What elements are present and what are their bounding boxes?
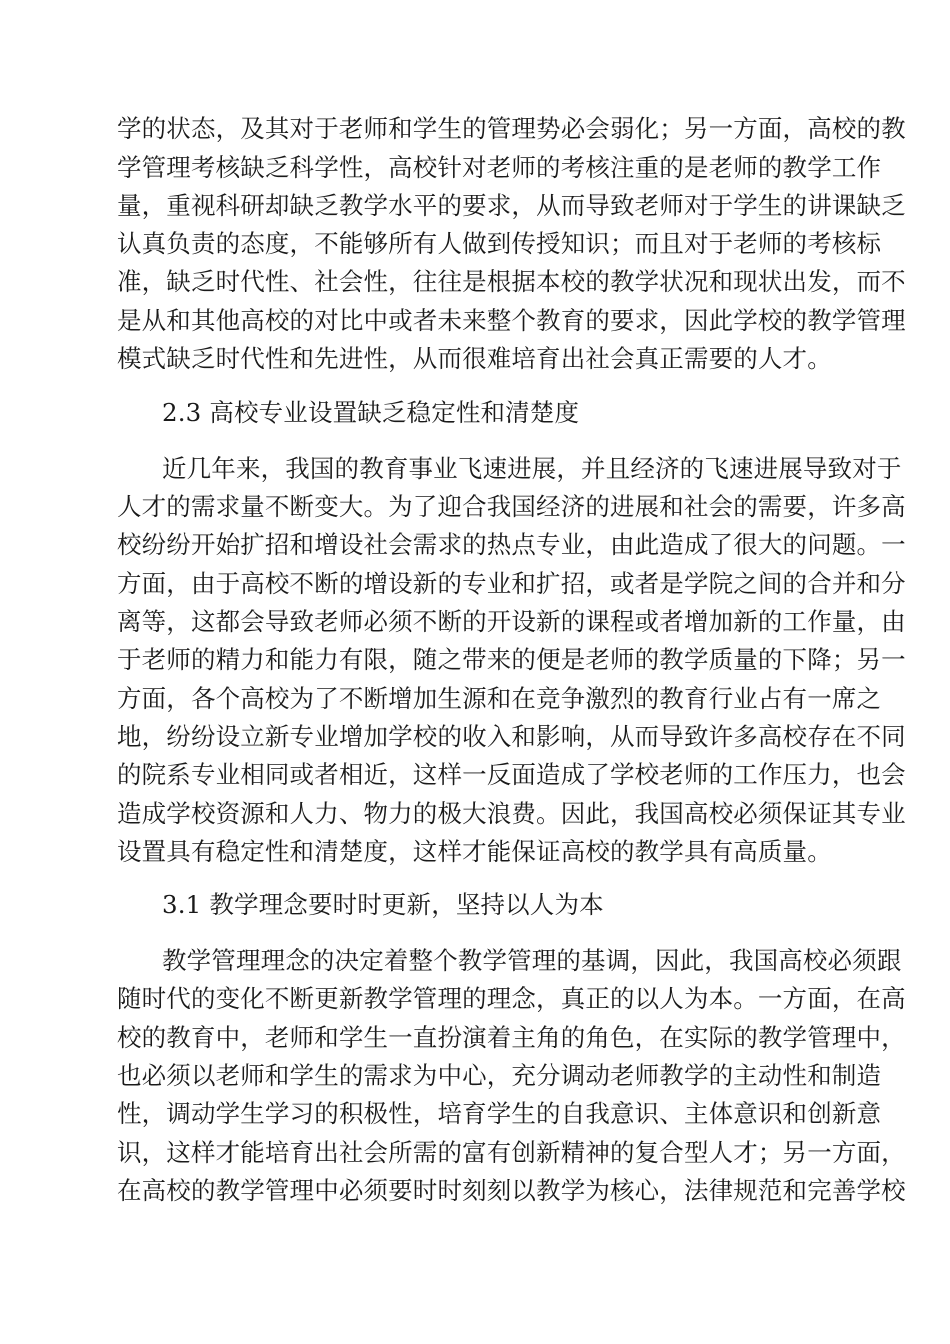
- paragraph-line: 认真负责的态度，不能够所有人做到传授知识；而且对于老师的考核标: [117, 229, 882, 258]
- paragraph-line: 量，重视科研却缺乏教学水平的要求，从而导致老师对于学生的讲课缺乏: [117, 191, 906, 220]
- paragraph-line: 在高校的教学管理中必须要时时刻刻以教学为核心，法律规范和完善学校: [117, 1176, 906, 1205]
- paragraph-line: 随时代的变化不断更新教学管理的理念，真正的以人为本。一方面，在高: [117, 984, 906, 1013]
- paragraph-line: 地，纷纷设立新专业增加学校的收入和影响，从而导致许多高校存在不同: [117, 722, 906, 751]
- paragraph-line: 性，调动学生学习的积极性，培育学生的自我意识、主体意识和创新意: [117, 1099, 882, 1128]
- paragraph-line: 离等，这都会导致老师必须不断的开设新的课程或者增加新的工作量，由: [117, 607, 906, 636]
- paragraph-line: 校纷纷开始扩招和增设社会需求的热点专业，由此造成了很大的问题。一: [117, 530, 906, 559]
- paragraph-line: 方面，由于高校不断的增设新的专业和扩招，或者是学院之间的合并和分: [117, 569, 906, 598]
- paragraph-line: 学管理考核缺乏科学性，高校针对老师的考核注重的是老师的教学工作: [117, 153, 882, 182]
- paragraph-line: 模式缺乏时代性和先进性，从而很难培育出社会真正需要的人才。: [117, 344, 832, 373]
- paragraph-line: 近几年来，我国的教育事业飞速进展，并且经济的飞速进展导致对于: [162, 454, 902, 483]
- section-heading: 3.1 教学理念要时时更新，坚持以人为本: [162, 890, 604, 919]
- paragraph-line: 于老师的精力和能力有限，随之带来的便是老师的教学质量的下降；另一: [117, 645, 906, 674]
- section-heading: 2.3 高校专业设置缺乏稳定性和清楚度: [162, 398, 580, 427]
- paragraph-line: 教学管理理念的决定着整个教学管理的基调，因此，我国高校必须跟: [162, 946, 902, 975]
- paragraph-line: 也必须以老师和学生的需求为中心，充分调动老师教学的主动性和制造: [117, 1061, 882, 1090]
- paragraph-line: 的院系专业相同或者相近，这样一反面造成了学校老师的工作压力，也会: [117, 760, 906, 789]
- paragraph-line: 识，这样才能培育出社会所需的富有创新精神的复合型人才；另一方面，: [117, 1138, 906, 1167]
- paragraph-line: 学的状态，及其对于老师和学生的管理势必会弱化；另一方面，高校的教: [117, 114, 906, 143]
- paragraph-line: 准，缺乏时代性、社会性，往往是根据本校的教学状况和现状出发，而不: [117, 267, 906, 296]
- paragraph-line: 造成学校资源和人力、物力的极大浪费。因此，我国高校必须保证其专业: [117, 799, 906, 828]
- paragraph-line: 是从和其他高校的对比中或者未来整个教育的要求，因此学校的教学管理: [117, 306, 906, 335]
- paragraph-line: 人才的需求量不断变大。为了迎合我国经济的进展和社会的需要，许多高: [117, 492, 906, 521]
- paragraph-line: 方面，各个高校为了不断增加生源和在竞争激烈的教育行业占有一席之: [117, 684, 882, 713]
- paragraph-line: 设置具有稳定性和清楚度，这样才能保证高校的教学具有高质量。: [117, 837, 832, 866]
- paragraph-line: 校的教育中，老师和学生一直扮演着主角的角色，在实际的教学管理中，: [117, 1023, 906, 1052]
